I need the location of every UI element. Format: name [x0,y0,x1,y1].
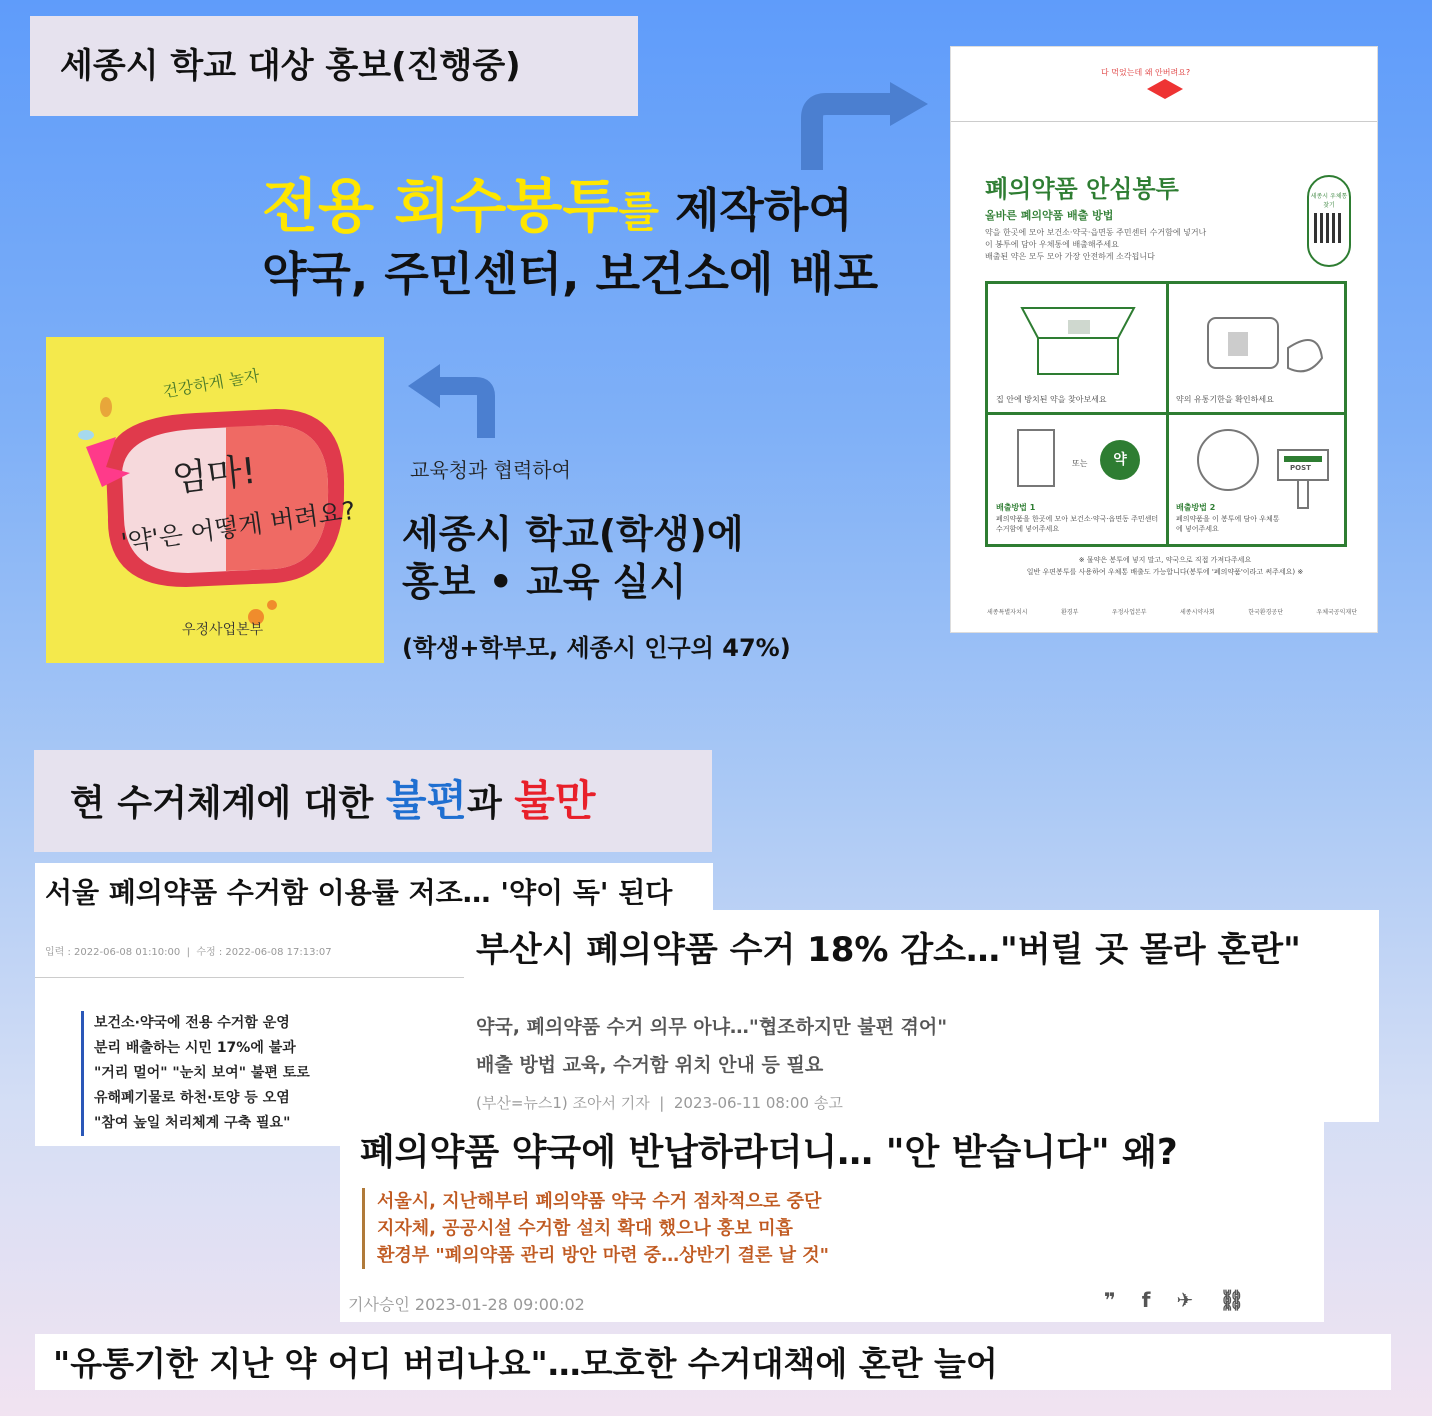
envelope-headline-line2: 약국, 주민센터, 보건소에 배포 [262,247,879,301]
twitter-icon[interactable]: ✈ [1176,1288,1194,1312]
post-label: POST [1290,464,1311,472]
method1-desc: 폐의약품을 한곳에 모아 보건소·약국·읍면동 주민센터 수거함에 넣어주세요 [996,515,1159,533]
envelope-headline-line1 [262,168,942,250]
method1-title: 배출방법 1 [996,503,1036,512]
news3-meta: 기사승인 2023-01-28 09:00:02 [348,1295,585,1314]
news2-meta: (부산=뉴스1) 조아서 기자 | 2023-06-11 08:00 송고 [476,1094,843,1112]
qr-box [1307,175,1351,267]
bottom-headline: "유통기한 지난 약 어디 버리나요"…모호한 수거대책에 혼란 늘어 [53,1344,998,1383]
qr-label: 세종시 우체통 찾기 [1310,193,1348,209]
method2-title: 배출방법 2 [1176,503,1216,512]
news3-sub3: 환경부 "폐의약품 관리 방안 마련 중…상반기 결론 날 것" [377,1245,830,1266]
post-logo-icon [1147,79,1183,99]
section2-title-prefix: 현 수거체계에 대한 [70,783,386,824]
news1-headline: 서울 폐의약품 수거함 이용률 저조… '약이 독' 된다 [45,876,673,909]
news2-sub1: 약국, 폐의약품 수거 의무 아냐…"협조하지만 불편 겪어" [476,1016,948,1038]
news1-bullets [81,1011,310,1136]
quote-icon[interactable]: ❞ [1104,1288,1116,1312]
edu-line1: 세종시 학교(학생)에 [402,512,744,556]
envelope-desc2: 이 봉투에 담아 우체통에 배출해주세요 [985,240,1119,249]
envelope-note1: ※ 물약은 봉투에 넣지 말고, 약국으로 직접 가져다주세요 [1078,556,1252,564]
news3-sub2: 지자체, 공공시설 수거함 설치 확대 했으나 홍보 미흡 [377,1218,793,1239]
mailbox-icon [1188,420,1338,510]
section2-title [34,750,712,852]
envelope-brand: 다 먹었는데 왜 안버려요? [1101,68,1191,77]
edu-note: (학생+학부모, 세종시 인구의 47%) [402,634,791,662]
arrow-left-icon [406,356,504,440]
top-title: 세종시 학교 대상 홍보(진행중) [30,16,638,116]
section2-title-blue: 불편 [385,776,467,825]
news1-bullet: 보건소·약국에 전용 수거함 운영 [94,1015,290,1031]
news2-headline: 부산시 폐의약품 수거 18% 감소…"버릴 곳 몰라 혼란" [476,930,1301,970]
poster-image [46,337,384,663]
bottom-news-card [35,1334,1391,1390]
envelope-bag-icon [1016,428,1056,488]
link-icon[interactable]: ⛓ [1219,1288,1245,1312]
medicine-box-icon [1198,298,1328,382]
logo-keco: 한국환경공단 [1248,609,1283,616]
logo-sejong: 세종특별자치시 [987,609,1028,616]
steps-grid [985,281,1347,547]
envelope-headline-particle: 를 [618,187,659,236]
news-card-busan [464,910,1379,1122]
section2-title-mid: 과 [466,783,515,824]
logo-pharm: 세종시약사회 [1180,609,1215,616]
facebook-icon[interactable]: f [1141,1288,1151,1312]
envelope-desc3: 배출된 약은 모두 모아 가장 안전하게 소각됩니다 [985,252,1155,261]
news2-sub2: 배출 방법 교육, 수거함 위치 안내 등 필요 [476,1054,824,1076]
logo-post: 우정사업본부 [1111,609,1147,616]
news1-bullet: "참여 높일 처리체계 구축 필요" [94,1115,291,1131]
edu-line2: 홍보 • 교육 실시 [402,560,687,604]
poster-main-line1: 엄마! [170,450,259,501]
envelope-logos [987,607,1357,616]
logo-env: 환경부 [1061,609,1079,616]
envelope-note2: 일반 우편봉투를 사용하여 우체통 배출도 가능합니다(봉투에 '폐의약품'이라고 써주세요) ※ [1026,568,1304,576]
method2-desc: 폐의약품을 이 봉투에 담아 우체통에 넣어주세요 [1176,515,1280,533]
news3-headline: 폐의약품 약국에 반납하라더니… "안 받습니다" 왜? [360,1132,1178,1173]
envelope-title: 폐의약품 안심봉투 [985,175,1179,203]
envelope-subtitle: 올바른 폐의약품 배출 방법 [985,209,1114,222]
news1-bullet: 분리 배출하는 시민 17%에 불과 [94,1040,296,1056]
qr-code-icon [1314,213,1344,243]
drawer-icon [1018,298,1138,378]
arrow-right-icon [798,78,930,172]
step2-text: 약의 유통기한을 확인하세요 [1176,395,1274,404]
envelope-headline-rest: 제작하여 [658,183,853,237]
step1-text: 집 안에 방치된 약을 찾아보세요 [996,395,1107,404]
section2-title-red: 불만 [514,776,596,825]
envelope-desc1: 약을 한곳에 모아 보건소·약국·읍면동 주민센터 수거함에 넣거나 [985,228,1207,237]
edu-small-text: 교육청과 협력하여 [410,458,571,482]
news1-divider [35,977,465,978]
news1-meta: 입력 : 2022-06-08 01:10:00 | 수정 : 2022-06-08 17:13:07 [45,947,332,958]
news1-bullet: "거리 멀어" "눈치 보여" 불편 토로 [94,1065,310,1081]
news3-sub1: 서울시, 지난해부터 폐의약품 약국 수거 점차적으로 중단 [377,1191,822,1212]
news1-bullet: 유해폐기물로 하천·토양 등 오염 [94,1090,290,1106]
news3-subs [362,1188,829,1269]
logo-foundation: 우체국공익재단 [1316,609,1357,616]
share-bar [1104,1288,1245,1312]
or-label: 또는 [1072,459,1088,468]
envelope-image [950,46,1378,633]
envelope-headline-highlight: 전용 회수봉투 [262,172,619,240]
poster-top-text: 건강하게 놀자 [161,365,261,402]
poster-main-line2: '약'은 어떻게 버려요? [119,495,358,558]
grid-divider-h [988,412,1344,415]
poster-footer: 우정사업본부 [182,622,264,638]
news-card-pharmacy [340,1122,1324,1322]
pharmacy-cross-icon: 약 [1100,440,1140,480]
